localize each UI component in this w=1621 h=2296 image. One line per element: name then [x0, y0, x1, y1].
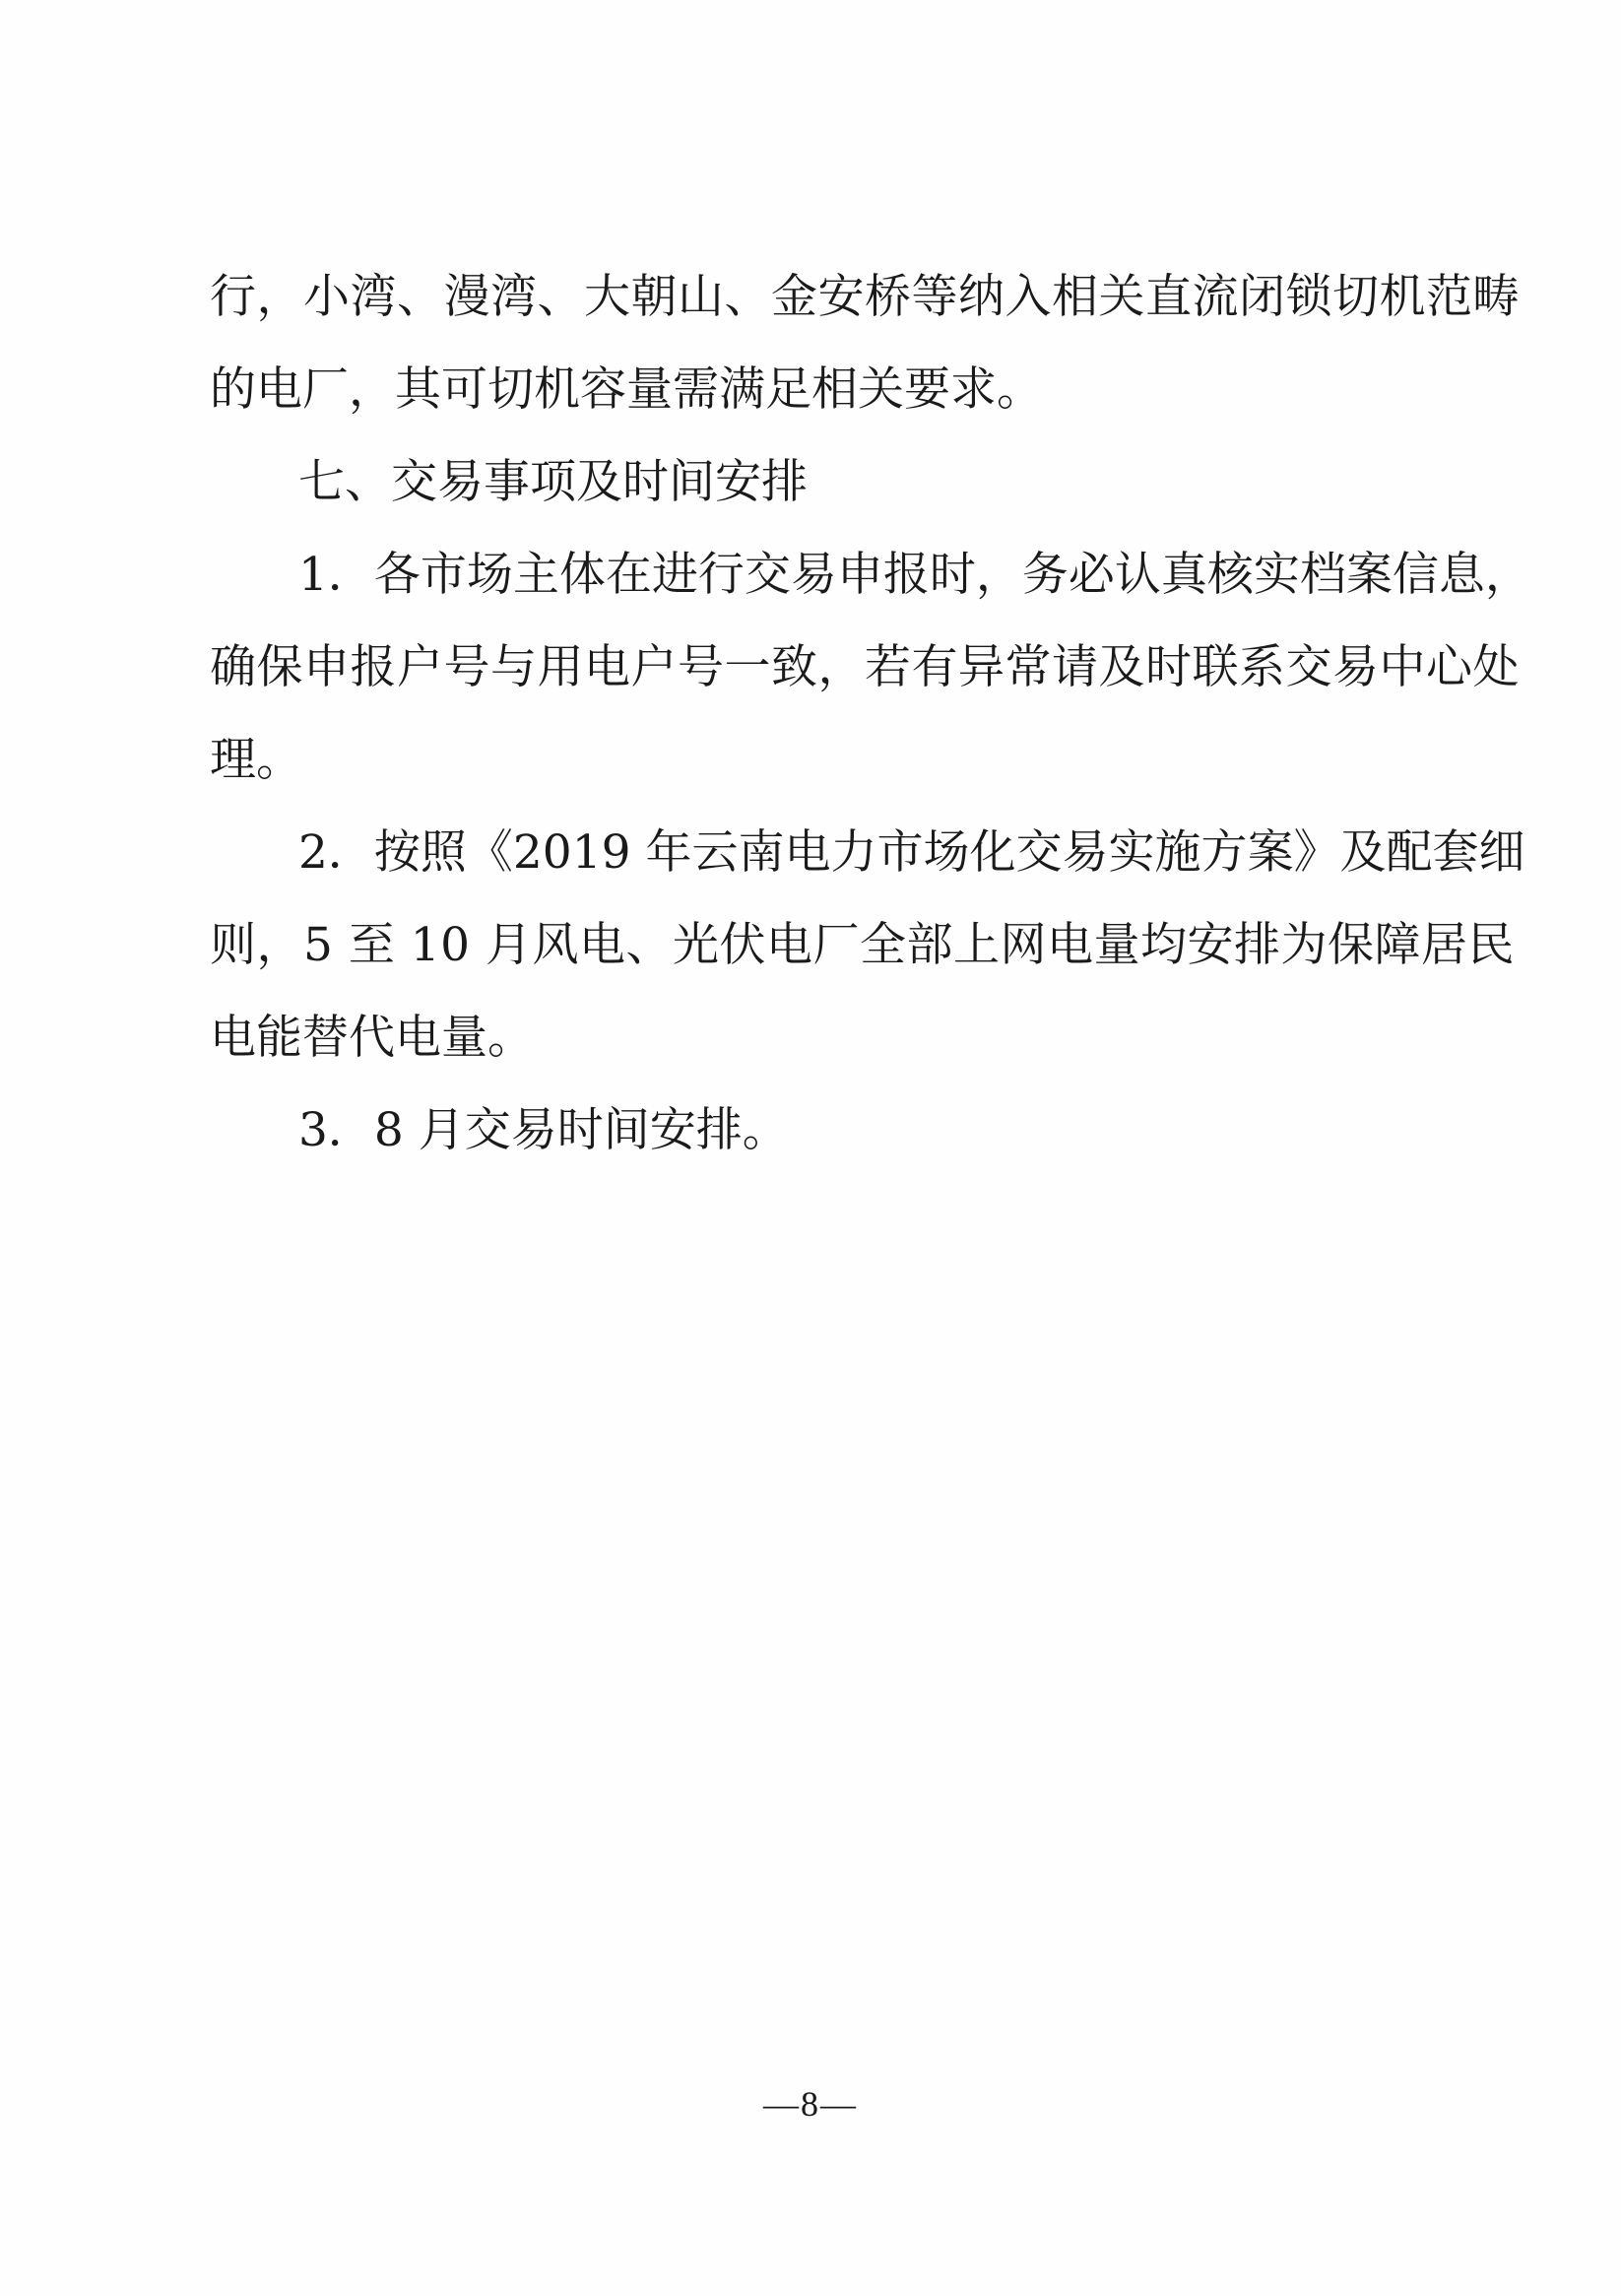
paragraph-line: 确保申报户号与用电户号一致，若有异常请及时联系交易中心处 [210, 640, 1520, 694]
paragraph-line: 的电厂，其可切机容量需满足相关要求。 [210, 362, 1043, 417]
paragraph-line: 1．各市场主体在进行交易申报时，务必认真核实档案信息， [298, 548, 1531, 602]
page-number: —8— [763, 2084, 858, 2124]
paragraph-line: 2．按照《2019 年云南电力市场化交易实施方案》及配套细 [298, 825, 1525, 880]
paragraph-line: 则，5 至 10 月风电、光伏电厂全部上网电量均安排为保障居民 [210, 918, 1516, 972]
section-heading: 七、交易事项及时间安排 [298, 455, 808, 509]
paragraph-line: 理。 [210, 733, 302, 787]
paragraph-line: 电能替代电量。 [210, 1011, 534, 1065]
paragraph-line: 行，小湾、漫湾、大朝山、金安桥等纳入相关直流闭锁切机范畴 [210, 270, 1520, 324]
paragraph-line: 3．8 月交易时间安排。 [298, 1103, 789, 1157]
